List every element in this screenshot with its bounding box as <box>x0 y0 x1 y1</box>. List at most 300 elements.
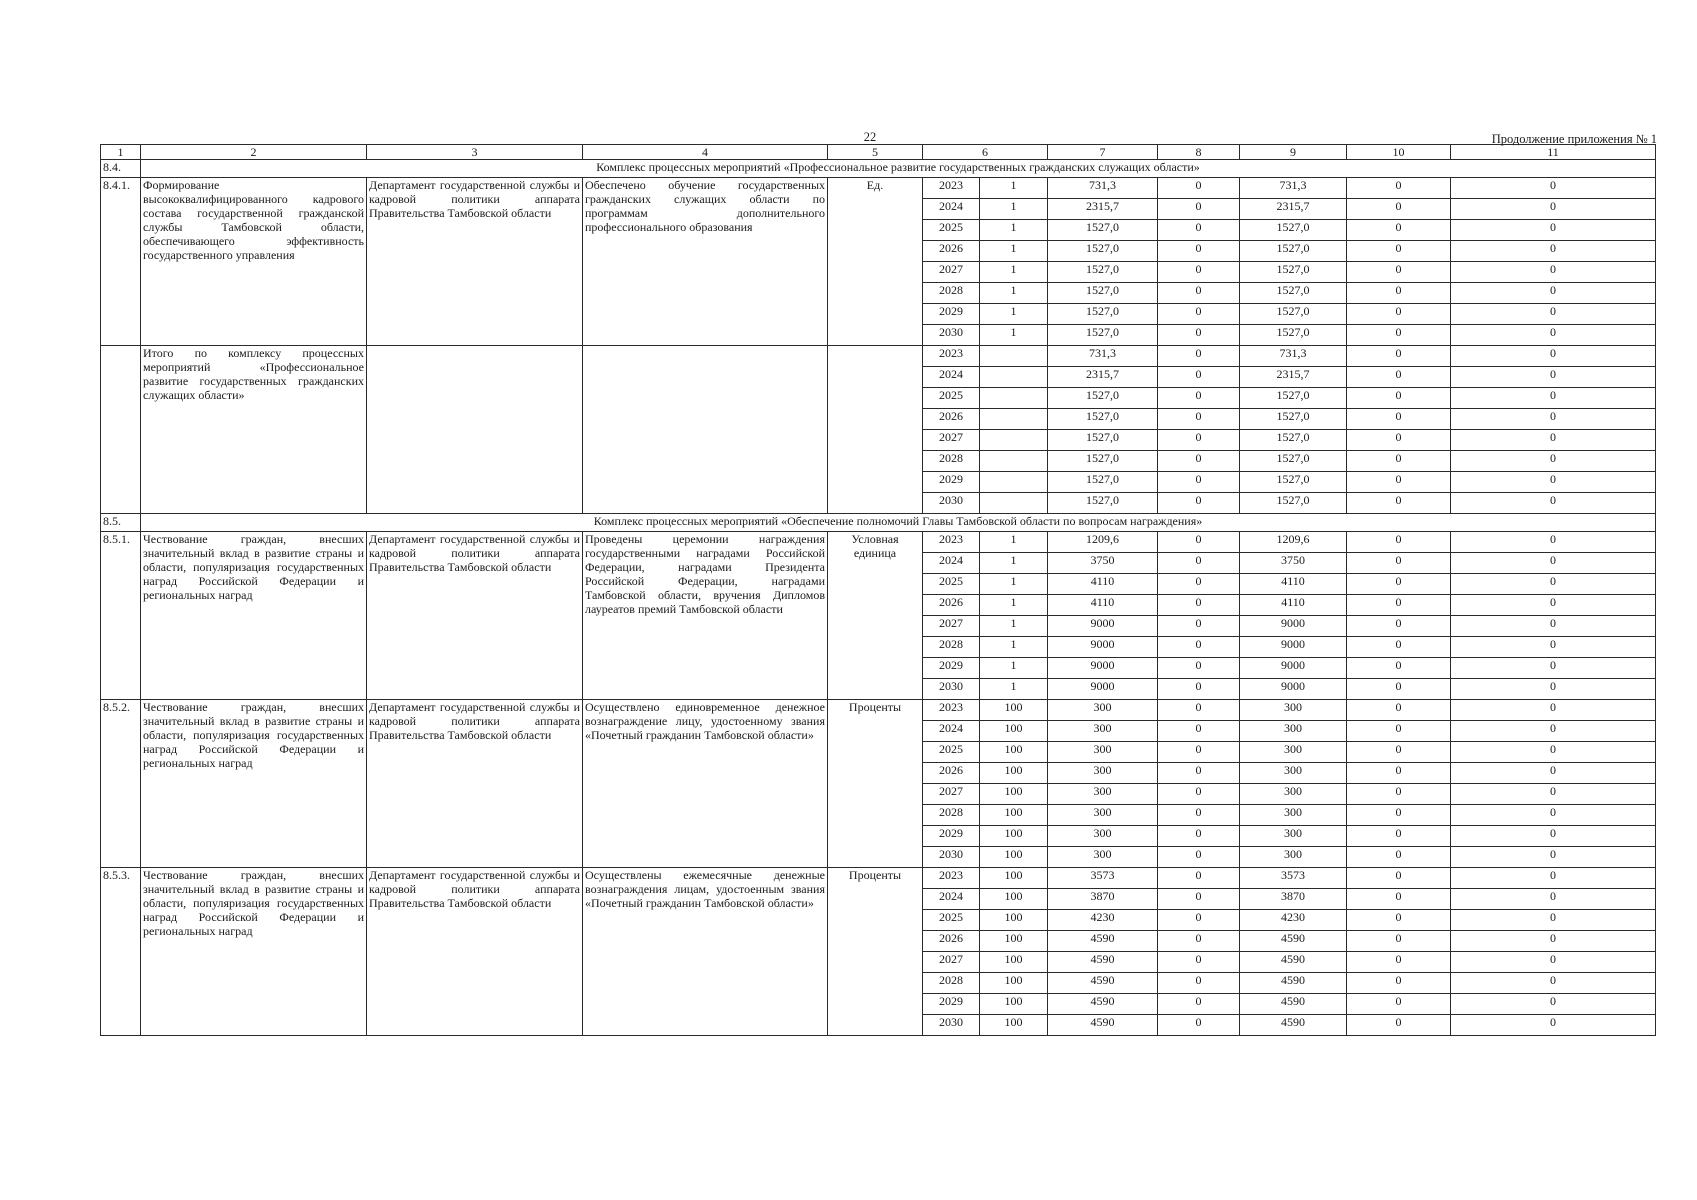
federal-funds: 0 <box>1158 721 1240 742</box>
indicator-value: 1 <box>980 658 1048 679</box>
extra-budgetary-funds: 0 <box>1451 973 1656 994</box>
federal-funds: 0 <box>1158 742 1240 763</box>
indicator-value: 100 <box>980 868 1048 889</box>
regional-funds: 4590 <box>1240 994 1347 1015</box>
regional-funds: 1527,0 <box>1240 304 1347 325</box>
local-funds: 0 <box>1347 784 1451 805</box>
federal-funds: 0 <box>1158 616 1240 637</box>
year: 2028 <box>923 973 980 994</box>
year: 2029 <box>923 658 980 679</box>
federal-funds: 0 <box>1158 325 1240 346</box>
local-funds: 0 <box>1347 679 1451 700</box>
indicator-value: 100 <box>980 973 1048 994</box>
extra-budgetary-funds: 0 <box>1451 553 1656 574</box>
indicator-value: 1 <box>980 262 1048 283</box>
total-funding: 3750 <box>1048 553 1158 574</box>
total-funding: 300 <box>1048 742 1158 763</box>
header-col-6: 6 <box>923 145 1048 160</box>
year: 2026 <box>923 931 980 952</box>
total-funding: 1527,0 <box>1048 220 1158 241</box>
year: 2028 <box>923 283 980 304</box>
regional-funds: 1527,0 <box>1240 262 1347 283</box>
local-funds: 0 <box>1347 742 1451 763</box>
year: 2030 <box>923 493 980 514</box>
section-title: Комплекс процессных мероприятий «Профессиональное развитие государственных гражданских служащих области» <box>141 160 1656 178</box>
local-funds: 0 <box>1347 847 1451 868</box>
unit-of-measure: Условная единица <box>828 532 923 700</box>
extra-budgetary-funds: 0 <box>1451 994 1656 1015</box>
total-funding: 4590 <box>1048 973 1158 994</box>
expected-result <box>583 346 828 514</box>
regional-funds: 4590 <box>1240 973 1347 994</box>
local-funds: 0 <box>1347 637 1451 658</box>
federal-funds: 0 <box>1158 763 1240 784</box>
federal-funds: 0 <box>1158 931 1240 952</box>
local-funds: 0 <box>1347 220 1451 241</box>
total-funding: 9000 <box>1048 679 1158 700</box>
indicator-value <box>980 493 1048 514</box>
extra-budgetary-funds: 0 <box>1451 262 1656 283</box>
total-funding: 1527,0 <box>1048 388 1158 409</box>
federal-funds: 0 <box>1158 241 1240 262</box>
total-funding: 300 <box>1048 784 1158 805</box>
year: 2028 <box>923 451 980 472</box>
regional-funds: 731,3 <box>1240 178 1347 199</box>
indicator-value: 1 <box>980 304 1048 325</box>
local-funds: 0 <box>1347 763 1451 784</box>
total-funding: 1527,0 <box>1048 430 1158 451</box>
year: 2026 <box>923 763 980 784</box>
federal-funds: 0 <box>1158 553 1240 574</box>
year: 2024 <box>923 721 980 742</box>
regional-funds: 1527,0 <box>1240 220 1347 241</box>
expected-result: Осуществлено единовременное денежное вознаграждение лицу, удостоенному звания «Почетный гражданин Тамбовской области» <box>583 700 828 868</box>
total-funding: 4230 <box>1048 910 1158 931</box>
federal-funds: 0 <box>1158 367 1240 388</box>
local-funds: 0 <box>1347 283 1451 304</box>
extra-budgetary-funds: 0 <box>1451 910 1656 931</box>
indicator-value: 1 <box>980 553 1048 574</box>
local-funds: 0 <box>1347 931 1451 952</box>
header-col-5: 5 <box>828 145 923 160</box>
header-col-10: 10 <box>1347 145 1451 160</box>
regional-funds: 1527,0 <box>1240 430 1347 451</box>
federal-funds: 0 <box>1158 1015 1240 1036</box>
year: 2025 <box>923 742 980 763</box>
regional-funds: 300 <box>1240 700 1347 721</box>
total-funding: 1527,0 <box>1048 451 1158 472</box>
federal-funds: 0 <box>1158 430 1240 451</box>
regional-funds: 1527,0 <box>1240 388 1347 409</box>
extra-budgetary-funds: 0 <box>1451 199 1656 220</box>
indicator-value: 100 <box>980 889 1048 910</box>
year: 2027 <box>923 784 980 805</box>
total-funding: 1527,0 <box>1048 493 1158 514</box>
federal-funds: 0 <box>1158 637 1240 658</box>
local-funds: 0 <box>1347 658 1451 679</box>
year: 2026 <box>923 595 980 616</box>
plan-table-body <box>101 145 1656 1036</box>
section-header-row <box>101 160 1656 178</box>
local-funds: 0 <box>1347 616 1451 637</box>
extra-budgetary-funds: 0 <box>1451 952 1656 973</box>
local-funds: 0 <box>1347 409 1451 430</box>
extra-budgetary-funds: 0 <box>1451 472 1656 493</box>
total-funding: 300 <box>1048 700 1158 721</box>
local-funds: 0 <box>1347 994 1451 1015</box>
total-funding: 3573 <box>1048 868 1158 889</box>
local-funds: 0 <box>1347 367 1451 388</box>
extra-budgetary-funds: 0 <box>1451 574 1656 595</box>
extra-budgetary-funds: 0 <box>1451 868 1656 889</box>
regional-funds: 4590 <box>1240 952 1347 973</box>
expected-result: Проведены церемонии награждения государственными наградами Российской Федерации, наградами Президента Российской Федерации, наградами Тамбовской области, вручения Дипломов лауреатов премий Тамбовской области <box>583 532 828 700</box>
year: 2030 <box>923 325 980 346</box>
year: 2026 <box>923 241 980 262</box>
extra-budgetary-funds: 0 <box>1451 430 1656 451</box>
indicator-value <box>980 367 1048 388</box>
year: 2027 <box>923 430 980 451</box>
regional-funds: 300 <box>1240 742 1347 763</box>
unit-of-measure: Ед. <box>828 178 923 346</box>
year: 2024 <box>923 199 980 220</box>
local-funds: 0 <box>1347 472 1451 493</box>
year: 2029 <box>923 994 980 1015</box>
federal-funds: 0 <box>1158 952 1240 973</box>
federal-funds: 0 <box>1158 679 1240 700</box>
responsible-executor: Департамент государственной службы и кадровой политики аппарата Правительства Тамбовской области <box>367 868 583 1036</box>
federal-funds: 0 <box>1158 178 1240 199</box>
header-col-1: 1 <box>101 145 141 160</box>
event-name: Формирование высококвалифицированного кадрового состава государственной гражданской службы Тамбовской области, обеспечивающего эффективность государственного управления <box>141 178 367 346</box>
table-row <box>101 532 1656 553</box>
indicator-value: 1 <box>980 574 1048 595</box>
total-funding: 3870 <box>1048 889 1158 910</box>
extra-budgetary-funds: 0 <box>1451 1015 1656 1036</box>
indicator-value: 100 <box>980 1015 1048 1036</box>
header-col-8: 8 <box>1158 145 1240 160</box>
federal-funds: 0 <box>1158 700 1240 721</box>
local-funds: 0 <box>1347 826 1451 847</box>
total-funding: 300 <box>1048 826 1158 847</box>
local-funds: 0 <box>1347 451 1451 472</box>
local-funds: 0 <box>1347 805 1451 826</box>
extra-budgetary-funds: 0 <box>1451 826 1656 847</box>
regional-funds: 3750 <box>1240 553 1347 574</box>
year: 2027 <box>923 952 980 973</box>
extra-budgetary-funds: 0 <box>1451 889 1656 910</box>
total-funding: 1527,0 <box>1048 325 1158 346</box>
extra-budgetary-funds: 0 <box>1451 742 1656 763</box>
federal-funds: 0 <box>1158 868 1240 889</box>
total-funding: 1527,0 <box>1048 472 1158 493</box>
year: 2023 <box>923 532 980 553</box>
continuation-note: Продолжение приложения № 1 <box>1491 132 1657 146</box>
local-funds: 0 <box>1347 430 1451 451</box>
expected-result: Осуществлены ежемесячные денежные вознаграждения лицам, удостоенным звания «Почетный гражданин Тамбовской области» <box>583 868 828 1036</box>
year: 2030 <box>923 1015 980 1036</box>
indicator-value: 1 <box>980 241 1048 262</box>
regional-funds: 1527,0 <box>1240 325 1347 346</box>
extra-budgetary-funds: 0 <box>1451 451 1656 472</box>
header-col-3: 3 <box>367 145 583 160</box>
extra-budgetary-funds: 0 <box>1451 616 1656 637</box>
unit-of-measure: Проценты <box>828 700 923 868</box>
year: 2023 <box>923 868 980 889</box>
total-funding: 2315,7 <box>1048 199 1158 220</box>
federal-funds: 0 <box>1158 472 1240 493</box>
year: 2025 <box>923 220 980 241</box>
local-funds: 0 <box>1347 868 1451 889</box>
total-funding: 4110 <box>1048 595 1158 616</box>
extra-budgetary-funds: 0 <box>1451 658 1656 679</box>
event-name: Чествование граждан, внесших значительный вклад в развитие страны и области, популяризация государственных наград Российской Федерации и региональных наград <box>141 532 367 700</box>
item-code: 8.5.1. <box>101 532 141 700</box>
table-row <box>101 700 1656 721</box>
local-funds: 0 <box>1347 325 1451 346</box>
federal-funds: 0 <box>1158 889 1240 910</box>
indicator-value: 100 <box>980 700 1048 721</box>
regional-funds: 9000 <box>1240 679 1347 700</box>
item-code <box>101 346 141 514</box>
federal-funds: 0 <box>1158 532 1240 553</box>
total-funding: 4590 <box>1048 931 1158 952</box>
extra-budgetary-funds: 0 <box>1451 388 1656 409</box>
regional-funds: 4590 <box>1240 1015 1347 1036</box>
year: 2025 <box>923 910 980 931</box>
federal-funds: 0 <box>1158 283 1240 304</box>
indicator-value: 1 <box>980 283 1048 304</box>
local-funds: 0 <box>1347 574 1451 595</box>
indicator-value: 1 <box>980 178 1048 199</box>
year: 2030 <box>923 679 980 700</box>
local-funds: 0 <box>1347 1015 1451 1036</box>
year: 2030 <box>923 847 980 868</box>
local-funds: 0 <box>1347 262 1451 283</box>
year: 2025 <box>923 388 980 409</box>
expected-result: Обеспечено обучение государственных гражданских служащих области по программам дополнительного профессионального образования <box>583 178 828 346</box>
total-funding: 300 <box>1048 805 1158 826</box>
local-funds: 0 <box>1347 346 1451 367</box>
regional-funds: 4590 <box>1240 931 1347 952</box>
total-funding: 2315,7 <box>1048 367 1158 388</box>
extra-budgetary-funds: 0 <box>1451 700 1656 721</box>
local-funds: 0 <box>1347 910 1451 931</box>
local-funds: 0 <box>1347 889 1451 910</box>
federal-funds: 0 <box>1158 451 1240 472</box>
indicator-value: 100 <box>980 805 1048 826</box>
regional-funds: 300 <box>1240 826 1347 847</box>
federal-funds: 0 <box>1158 910 1240 931</box>
extra-budgetary-funds: 0 <box>1451 409 1656 430</box>
indicator-value <box>980 346 1048 367</box>
extra-budgetary-funds: 0 <box>1451 367 1656 388</box>
year: 2024 <box>923 367 980 388</box>
federal-funds: 0 <box>1158 409 1240 430</box>
total-funding: 9000 <box>1048 637 1158 658</box>
indicator-value: 1 <box>980 532 1048 553</box>
total-funding: 731,3 <box>1048 346 1158 367</box>
table-row <box>101 868 1656 889</box>
total-funding: 300 <box>1048 721 1158 742</box>
regional-funds: 300 <box>1240 847 1347 868</box>
year: 2029 <box>923 472 980 493</box>
indicator-value: 1 <box>980 199 1048 220</box>
regional-funds: 2315,7 <box>1240 367 1347 388</box>
extra-budgetary-funds: 0 <box>1451 637 1656 658</box>
total-funding: 9000 <box>1048 658 1158 679</box>
indicator-value: 100 <box>980 952 1048 973</box>
federal-funds: 0 <box>1158 304 1240 325</box>
header-col-7: 7 <box>1048 145 1158 160</box>
federal-funds: 0 <box>1158 388 1240 409</box>
extra-budgetary-funds: 0 <box>1451 784 1656 805</box>
event-name: Чествование граждан, внесших значительный вклад в развитие страны и области, популяризация государственных наград Российской Федерации и региональных наград <box>141 868 367 1036</box>
regional-funds: 1527,0 <box>1240 451 1347 472</box>
year: 2027 <box>923 262 980 283</box>
unit-of-measure <box>828 346 923 514</box>
indicator-value: 100 <box>980 826 1048 847</box>
table-row <box>101 346 1656 367</box>
extra-budgetary-funds: 0 <box>1451 346 1656 367</box>
indicator-value <box>980 472 1048 493</box>
total-funding: 1527,0 <box>1048 409 1158 430</box>
year: 2023 <box>923 178 980 199</box>
year: 2023 <box>923 346 980 367</box>
total-funding: 4110 <box>1048 574 1158 595</box>
indicator-value: 100 <box>980 931 1048 952</box>
total-funding: 300 <box>1048 763 1158 784</box>
indicator-value: 1 <box>980 595 1048 616</box>
local-funds: 0 <box>1347 700 1451 721</box>
total-funding: 4590 <box>1048 952 1158 973</box>
regional-funds: 300 <box>1240 763 1347 784</box>
responsible-executor: Департамент государственной службы и кадровой политики аппарата Правительства Тамбовской области <box>367 178 583 346</box>
indicator-value: 100 <box>980 763 1048 784</box>
indicator-value: 1 <box>980 616 1048 637</box>
section-header-row <box>101 514 1656 532</box>
local-funds: 0 <box>1347 199 1451 220</box>
year: 2027 <box>923 616 980 637</box>
total-funding: 1527,0 <box>1048 304 1158 325</box>
local-funds: 0 <box>1347 721 1451 742</box>
year: 2024 <box>923 553 980 574</box>
extra-budgetary-funds: 0 <box>1451 325 1656 346</box>
local-funds: 0 <box>1347 595 1451 616</box>
regional-funds: 1527,0 <box>1240 472 1347 493</box>
regional-funds: 4110 <box>1240 595 1347 616</box>
regional-funds: 9000 <box>1240 658 1347 679</box>
event-name: Чествование граждан, внесших значительный вклад в развитие страны и области, популяризация государственных наград Российской Федерации и региональных наград <box>141 700 367 868</box>
total-funding: 4590 <box>1048 994 1158 1015</box>
regional-funds: 3573 <box>1240 868 1347 889</box>
regional-funds: 4230 <box>1240 910 1347 931</box>
extra-budgetary-funds: 0 <box>1451 805 1656 826</box>
regional-funds: 4110 <box>1240 574 1347 595</box>
regional-funds: 1209,6 <box>1240 532 1347 553</box>
header-col-4: 4 <box>583 145 828 160</box>
local-funds: 0 <box>1347 388 1451 409</box>
total-funding: 1527,0 <box>1048 262 1158 283</box>
regional-funds: 1527,0 <box>1240 409 1347 430</box>
federal-funds: 0 <box>1158 595 1240 616</box>
indicator-value <box>980 388 1048 409</box>
federal-funds: 0 <box>1158 973 1240 994</box>
year: 2029 <box>923 826 980 847</box>
item-code: 8.5.2. <box>101 700 141 868</box>
local-funds: 0 <box>1347 241 1451 262</box>
federal-funds: 0 <box>1158 493 1240 514</box>
indicator-value <box>980 409 1048 430</box>
local-funds: 0 <box>1347 553 1451 574</box>
extra-budgetary-funds: 0 <box>1451 493 1656 514</box>
federal-funds: 0 <box>1158 262 1240 283</box>
plan-table <box>100 144 1656 1036</box>
header-col-9: 9 <box>1240 145 1347 160</box>
indicator-value: 1 <box>980 325 1048 346</box>
section-code: 8.4. <box>101 160 141 178</box>
federal-funds: 0 <box>1158 220 1240 241</box>
unit-of-measure: Проценты <box>828 868 923 1036</box>
federal-funds: 0 <box>1158 847 1240 868</box>
total-funding: 300 <box>1048 847 1158 868</box>
regional-funds: 1527,0 <box>1240 241 1347 262</box>
local-funds: 0 <box>1347 952 1451 973</box>
federal-funds: 0 <box>1158 346 1240 367</box>
regional-funds: 3870 <box>1240 889 1347 910</box>
local-funds: 0 <box>1347 178 1451 199</box>
regional-funds: 300 <box>1240 805 1347 826</box>
local-funds: 0 <box>1347 532 1451 553</box>
indicator-value: 100 <box>980 847 1048 868</box>
extra-budgetary-funds: 0 <box>1451 679 1656 700</box>
item-code: 8.4.1. <box>101 178 141 346</box>
section-title: Комплекс процессных мероприятий «Обеспечение полномочий Главы Тамбовской области по вопросам награждения» <box>141 514 1656 532</box>
federal-funds: 0 <box>1158 826 1240 847</box>
header-col-11: 11 <box>1451 145 1656 160</box>
responsible-executor <box>367 346 583 514</box>
extra-budgetary-funds: 0 <box>1451 721 1656 742</box>
responsible-executor: Департамент государственной службы и кадровой политики аппарата Правительства Тамбовской области <box>367 532 583 700</box>
extra-budgetary-funds: 0 <box>1451 304 1656 325</box>
indicator-value: 100 <box>980 910 1048 931</box>
local-funds: 0 <box>1347 493 1451 514</box>
regional-funds: 1527,0 <box>1240 283 1347 304</box>
total-funding: 731,3 <box>1048 178 1158 199</box>
indicator-value: 100 <box>980 742 1048 763</box>
year: 2024 <box>923 889 980 910</box>
federal-funds: 0 <box>1158 994 1240 1015</box>
indicator-value: 1 <box>980 637 1048 658</box>
indicator-value: 100 <box>980 994 1048 1015</box>
extra-budgetary-funds: 0 <box>1451 931 1656 952</box>
extra-budgetary-funds: 0 <box>1451 241 1656 262</box>
indicator-value: 1 <box>980 220 1048 241</box>
year: 2023 <box>923 700 980 721</box>
federal-funds: 0 <box>1158 658 1240 679</box>
total-funding: 1527,0 <box>1048 241 1158 262</box>
total-funding: 4590 <box>1048 1015 1158 1036</box>
total-funding: 1209,6 <box>1048 532 1158 553</box>
indicator-value: 100 <box>980 784 1048 805</box>
regional-funds: 1527,0 <box>1240 493 1347 514</box>
extra-budgetary-funds: 0 <box>1451 847 1656 868</box>
responsible-executor: Департамент государственной службы и кадровой политики аппарата Правительства Тамбовской области <box>367 700 583 868</box>
year: 2028 <box>923 637 980 658</box>
item-code: 8.5.3. <box>101 868 141 1036</box>
indicator-value <box>980 430 1048 451</box>
page-number: 22 <box>863 130 877 144</box>
